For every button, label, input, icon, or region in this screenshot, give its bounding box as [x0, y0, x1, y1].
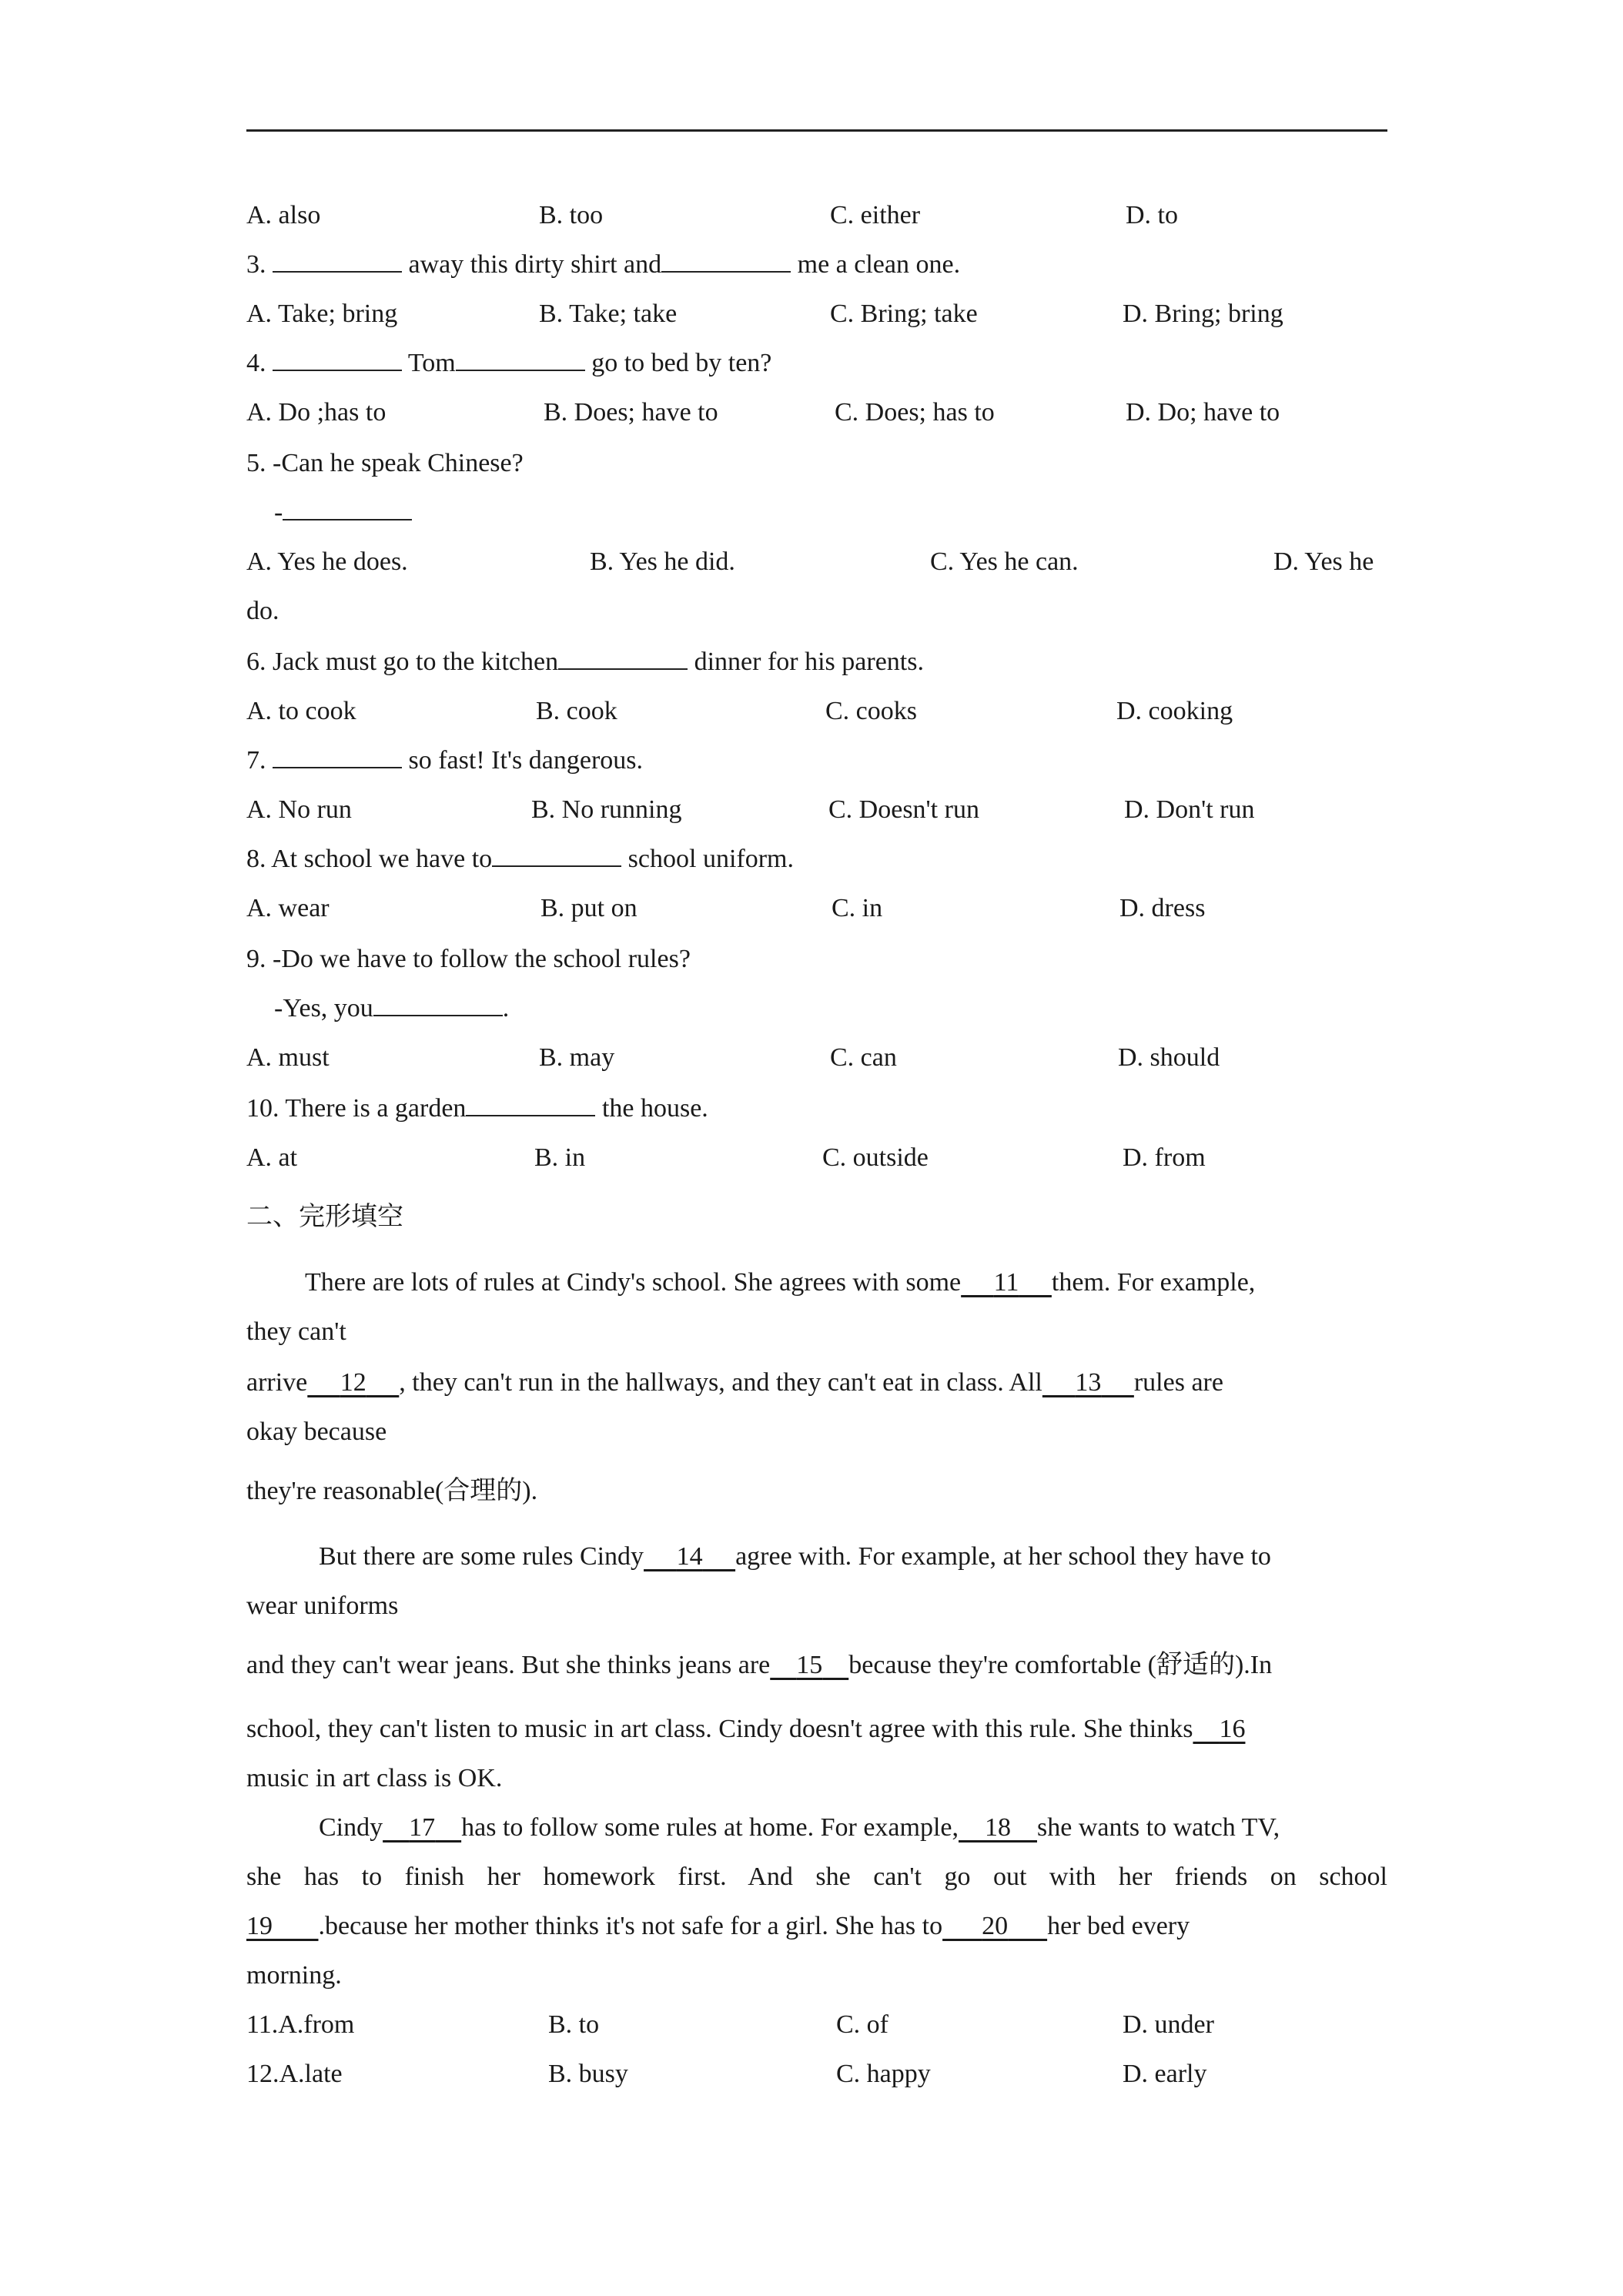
option-b: B. put on: [540, 894, 637, 922]
answer-blank: [661, 248, 791, 273]
question-8: 8. At school we have to school uniform.: [246, 842, 794, 876]
blank-16: 16: [1219, 1715, 1246, 1743]
question-10: 10. There is a garden the house.: [246, 1092, 708, 1126]
answer-blank: [558, 645, 688, 670]
option-b: B. Yes he did.: [590, 547, 735, 576]
passage-line: they're reasonable(合理的).: [246, 1475, 538, 1506]
option-c: C. cooks: [825, 697, 917, 725]
option-d: D. should: [1118, 1043, 1220, 1072]
option-a: A. to cook: [246, 697, 356, 725]
option-d: D. dress: [1119, 894, 1206, 922]
option-a: A. Yes he does.: [246, 547, 408, 576]
passage-line: wear uniforms: [246, 1591, 399, 1620]
option-d: D. Do; have to: [1126, 398, 1280, 427]
option-a: 12.A.late: [246, 2060, 343, 2088]
option-d: D. early: [1123, 2060, 1207, 2088]
passage-line: music in art class is OK.: [246, 1764, 503, 1792]
question-9: 9. -Do we have to follow the school rules?: [246, 945, 691, 973]
option-c: C. can: [830, 1043, 897, 1072]
passage-line: morning.: [246, 1961, 342, 1990]
passage-line: But there are some rules Cindy 14 agree with. For example, at her school they have to: [319, 1542, 1271, 1571]
option-d: D. under: [1123, 2010, 1214, 2039]
option-a: A. Take; bring: [246, 300, 398, 328]
blank-19: 19: [246, 1912, 273, 1940]
option-a: A. at: [246, 1143, 298, 1172]
answer-blank: [373, 992, 503, 1016]
passage-line: and they can't wear jeans. But she thinks jeans are 15 because they're comfortable (舒适的).In: [246, 1649, 1273, 1680]
option-a: A. must: [246, 1043, 330, 1072]
passage-line: Cindy 17 has to follow some rules at home. For example, 18 she wants to watch TV,: [319, 1813, 1280, 1842]
answer-line: -: [274, 496, 412, 530]
passage-line: 19 .because her mother thinks it's not safe for a girl. She has to 20 her bed every: [246, 1912, 1190, 1940]
option-b: B. too: [539, 201, 604, 229]
answer-line: -Yes, you .: [274, 992, 509, 1026]
answer-blank: [273, 248, 402, 273]
option-b: B. busy: [548, 2060, 628, 2088]
option-b: B. may: [539, 1043, 615, 1072]
option-b: B. Take; take: [539, 300, 678, 328]
option-c: C. Yes he can.: [930, 547, 1079, 576]
option-a: A. wear: [246, 894, 330, 922]
option-d: D. Bring; bring: [1123, 300, 1283, 328]
blank-20: 20: [982, 1912, 1009, 1940]
option-d: D. Yes he: [1273, 547, 1374, 576]
passage-line: There are lots of rules at Cindy's school. She agrees with some 11 them. For example,: [305, 1268, 1256, 1297]
passage-line: they can't: [246, 1317, 346, 1346]
answer-blank: [273, 346, 402, 371]
answer-blank: [456, 346, 585, 371]
option-a: 11.A.from: [246, 2010, 355, 2039]
passage-line: school, they can't listen to music in art class. Cindy doesn't agree with this rule. She thinks 16: [246, 1715, 1246, 1743]
question-5: 5. -Can he speak Chinese?: [246, 449, 524, 477]
answer-blank: [283, 496, 412, 520]
blank-13: 13: [1075, 1368, 1102, 1397]
option-c: C. Bring; take: [830, 300, 978, 328]
passage-line: she has to finish her homework first. And she can't go out with her friends on school: [246, 1863, 1387, 1891]
option-a: A. Do ;has to: [246, 398, 387, 427]
option-b: B. No running: [531, 795, 682, 824]
section-title: 二、完形填空: [246, 1201, 403, 1232]
option-c: C. outside: [822, 1143, 929, 1172]
option-d: D. cooking: [1116, 697, 1233, 725]
option-c: C. of: [836, 2010, 888, 2039]
option-c: C. in: [832, 894, 883, 922]
option-d: D. to: [1126, 201, 1178, 229]
blank-18: 18: [985, 1813, 1011, 1842]
blank-15: 15: [796, 1651, 823, 1679]
blank-12: 12: [340, 1368, 366, 1397]
question-3: 3. away this dirty shirt and me a clean one.: [246, 248, 960, 282]
option-b: B. to: [548, 2010, 600, 2039]
answer-blank: [466, 1092, 595, 1116]
option-a: A. No run: [246, 795, 352, 824]
question-4: 4. Tom go to bed by ten?: [246, 346, 771, 380]
option-c: C. Doesn't run: [828, 795, 979, 824]
option-c: C. happy: [836, 2060, 931, 2088]
option-b: B. cook: [536, 697, 617, 725]
header-rule: [246, 129, 1387, 132]
option-d: D. Don't run: [1124, 795, 1255, 824]
question-7: 7. so fast! It's dangerous.: [246, 744, 643, 778]
question-6: 6. Jack must go to the kitchen dinner for his parents.: [246, 645, 924, 679]
option-c: C. Does; has to: [835, 398, 995, 427]
blank-17: 17: [409, 1813, 436, 1842]
option-a: A. also: [246, 201, 321, 229]
option-d-wrap: do.: [246, 597, 279, 625]
option-c: C. either: [830, 201, 921, 229]
option-b: B. Does; have to: [544, 398, 718, 427]
answer-blank: [492, 842, 621, 867]
passage-line: okay because: [246, 1417, 387, 1446]
passage-line: arrive 12 , they can't run in the hallways, and they can't eat in class. All 13 rules are: [246, 1368, 1223, 1397]
blank-14: 14: [676, 1542, 703, 1571]
option-b: B. in: [534, 1143, 586, 1172]
option-d: D. from: [1123, 1143, 1206, 1172]
blank-11: 11: [993, 1268, 1019, 1297]
answer-blank: [273, 744, 402, 768]
